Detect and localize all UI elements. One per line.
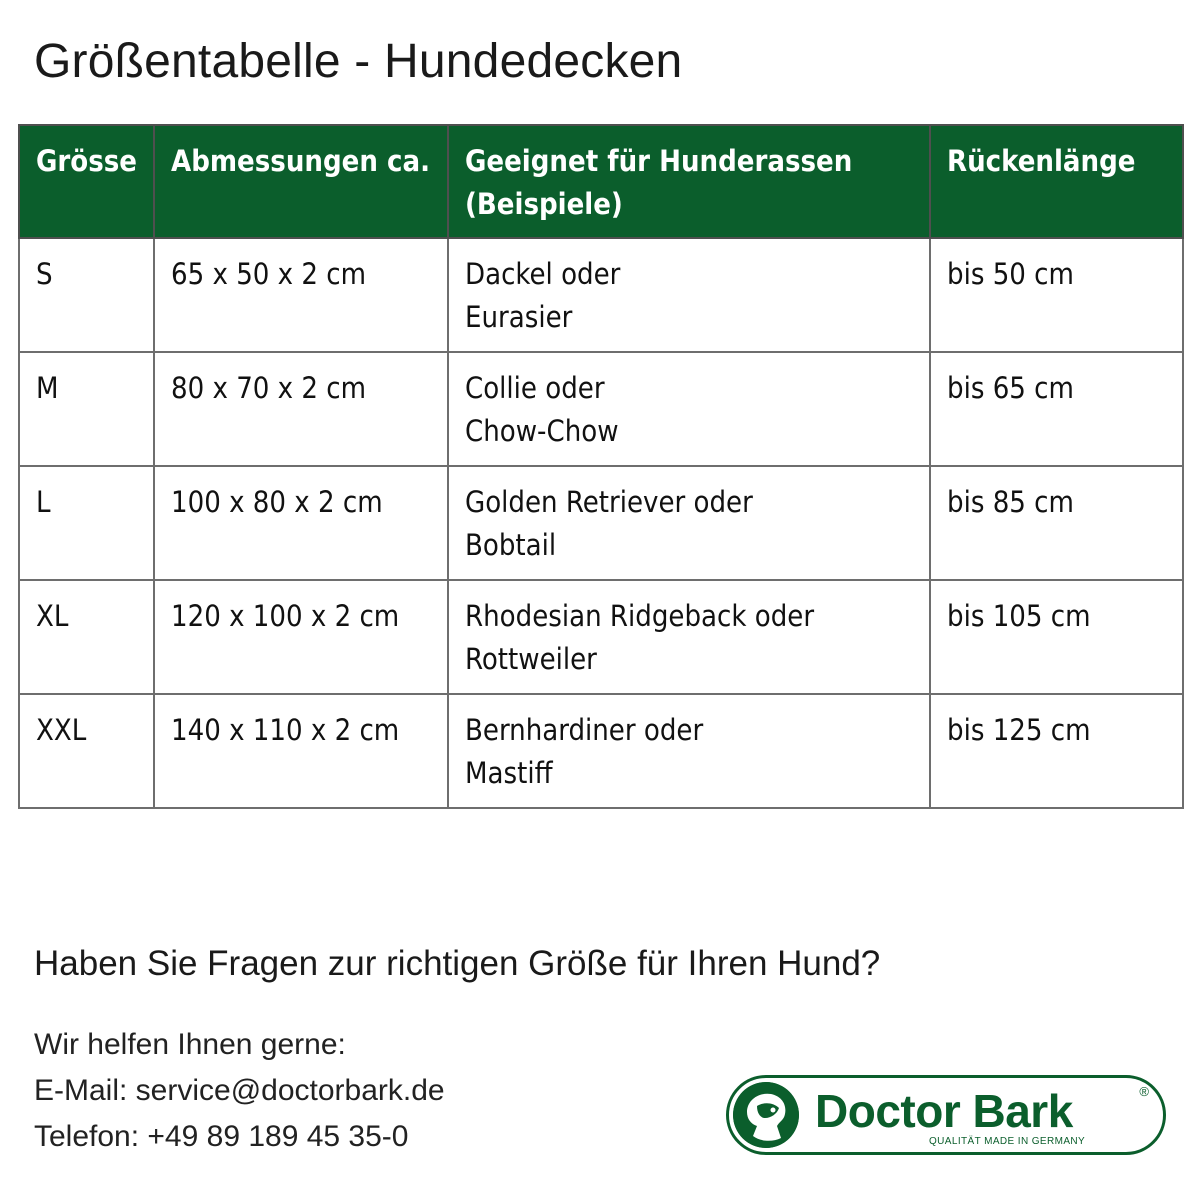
header-breeds: [448, 125, 930, 238]
cell-dimensions: 120 x 100 x 2 cm: [154, 580, 448, 694]
table-row: [19, 694, 1183, 808]
contact-email[interactable]: E-Mail: service@doctorbark.de: [34, 1074, 445, 1107]
table-row: [19, 580, 1183, 694]
brand-logo: [726, 1075, 1166, 1155]
registered-mark: ®: [1139, 1084, 1149, 1099]
brand-name: Doctor Bark: [815, 1085, 1073, 1137]
page-title: Größentabelle - Hundedecken: [34, 35, 683, 88]
cell-breeds-line2: Bobtail: [465, 528, 557, 562]
cell-breeds: [448, 580, 930, 694]
cell-breeds-line1: Bernhardiner oder: [465, 713, 704, 747]
header-dimensions: Abmessungen ca.: [154, 125, 448, 238]
cell-breeds-line2: Chow-Chow: [465, 414, 619, 448]
cell-size: M: [19, 352, 154, 466]
header-breeds-line1: Geeignet für Hunderassen: [465, 144, 853, 178]
cell-dimensions: 100 x 80 x 2 cm: [154, 466, 448, 580]
cell-dimensions: 140 x 110 x 2 cm: [154, 694, 448, 808]
table-header-row: [19, 125, 1183, 238]
cell-back-length: bis 50 cm: [930, 238, 1183, 352]
cell-breeds-line1: Dackel oder: [465, 257, 621, 291]
cell-back-length: bis 105 cm: [930, 580, 1183, 694]
brand-tagline: QUALITÄT MADE IN GERMANY: [929, 1136, 1086, 1147]
cell-breeds: [448, 466, 930, 580]
cell-breeds-line1: Collie oder: [465, 371, 605, 405]
cell-breeds-line2: Mastiff: [465, 756, 553, 790]
header-size: Grösse: [19, 125, 154, 238]
cell-breeds-line1: Rhodesian Ridgeback oder: [465, 599, 815, 633]
table-row: [19, 466, 1183, 580]
cell-breeds-line2: Eurasier: [465, 300, 573, 334]
cell-size: L: [19, 466, 154, 580]
contact-intro: Wir helfen Ihnen gerne:: [34, 1028, 346, 1061]
cell-breeds: [448, 352, 930, 466]
dog-head-icon: [733, 1082, 799, 1148]
cell-size: S: [19, 238, 154, 352]
cell-dimensions: 65 x 50 x 2 cm: [154, 238, 448, 352]
header-breeds-line2: (Beispiele): [465, 187, 623, 221]
cell-breeds-line2: Rottweiler: [465, 642, 597, 676]
table-row: [19, 352, 1183, 466]
question-text: Haben Sie Fragen zur richtigen Größe für Ihren Hund?: [34, 944, 881, 983]
contact-block: [34, 1022, 445, 1160]
contact-phone[interactable]: Telefon: +49 89 189 45 35-0: [34, 1120, 409, 1153]
size-table: [18, 124, 1184, 809]
table-row: [19, 238, 1183, 352]
cell-back-length: bis 65 cm: [930, 352, 1183, 466]
header-back-length: Rückenlänge: [930, 125, 1183, 238]
cell-size: XXL: [19, 694, 154, 808]
cell-breeds-line1: Golden Retriever oder: [465, 485, 753, 519]
cell-back-length: bis 125 cm: [930, 694, 1183, 808]
cell-breeds: [448, 694, 930, 808]
cell-breeds: [448, 238, 930, 352]
cell-back-length: bis 85 cm: [930, 466, 1183, 580]
cell-dimensions: 80 x 70 x 2 cm: [154, 352, 448, 466]
cell-size: XL: [19, 580, 154, 694]
